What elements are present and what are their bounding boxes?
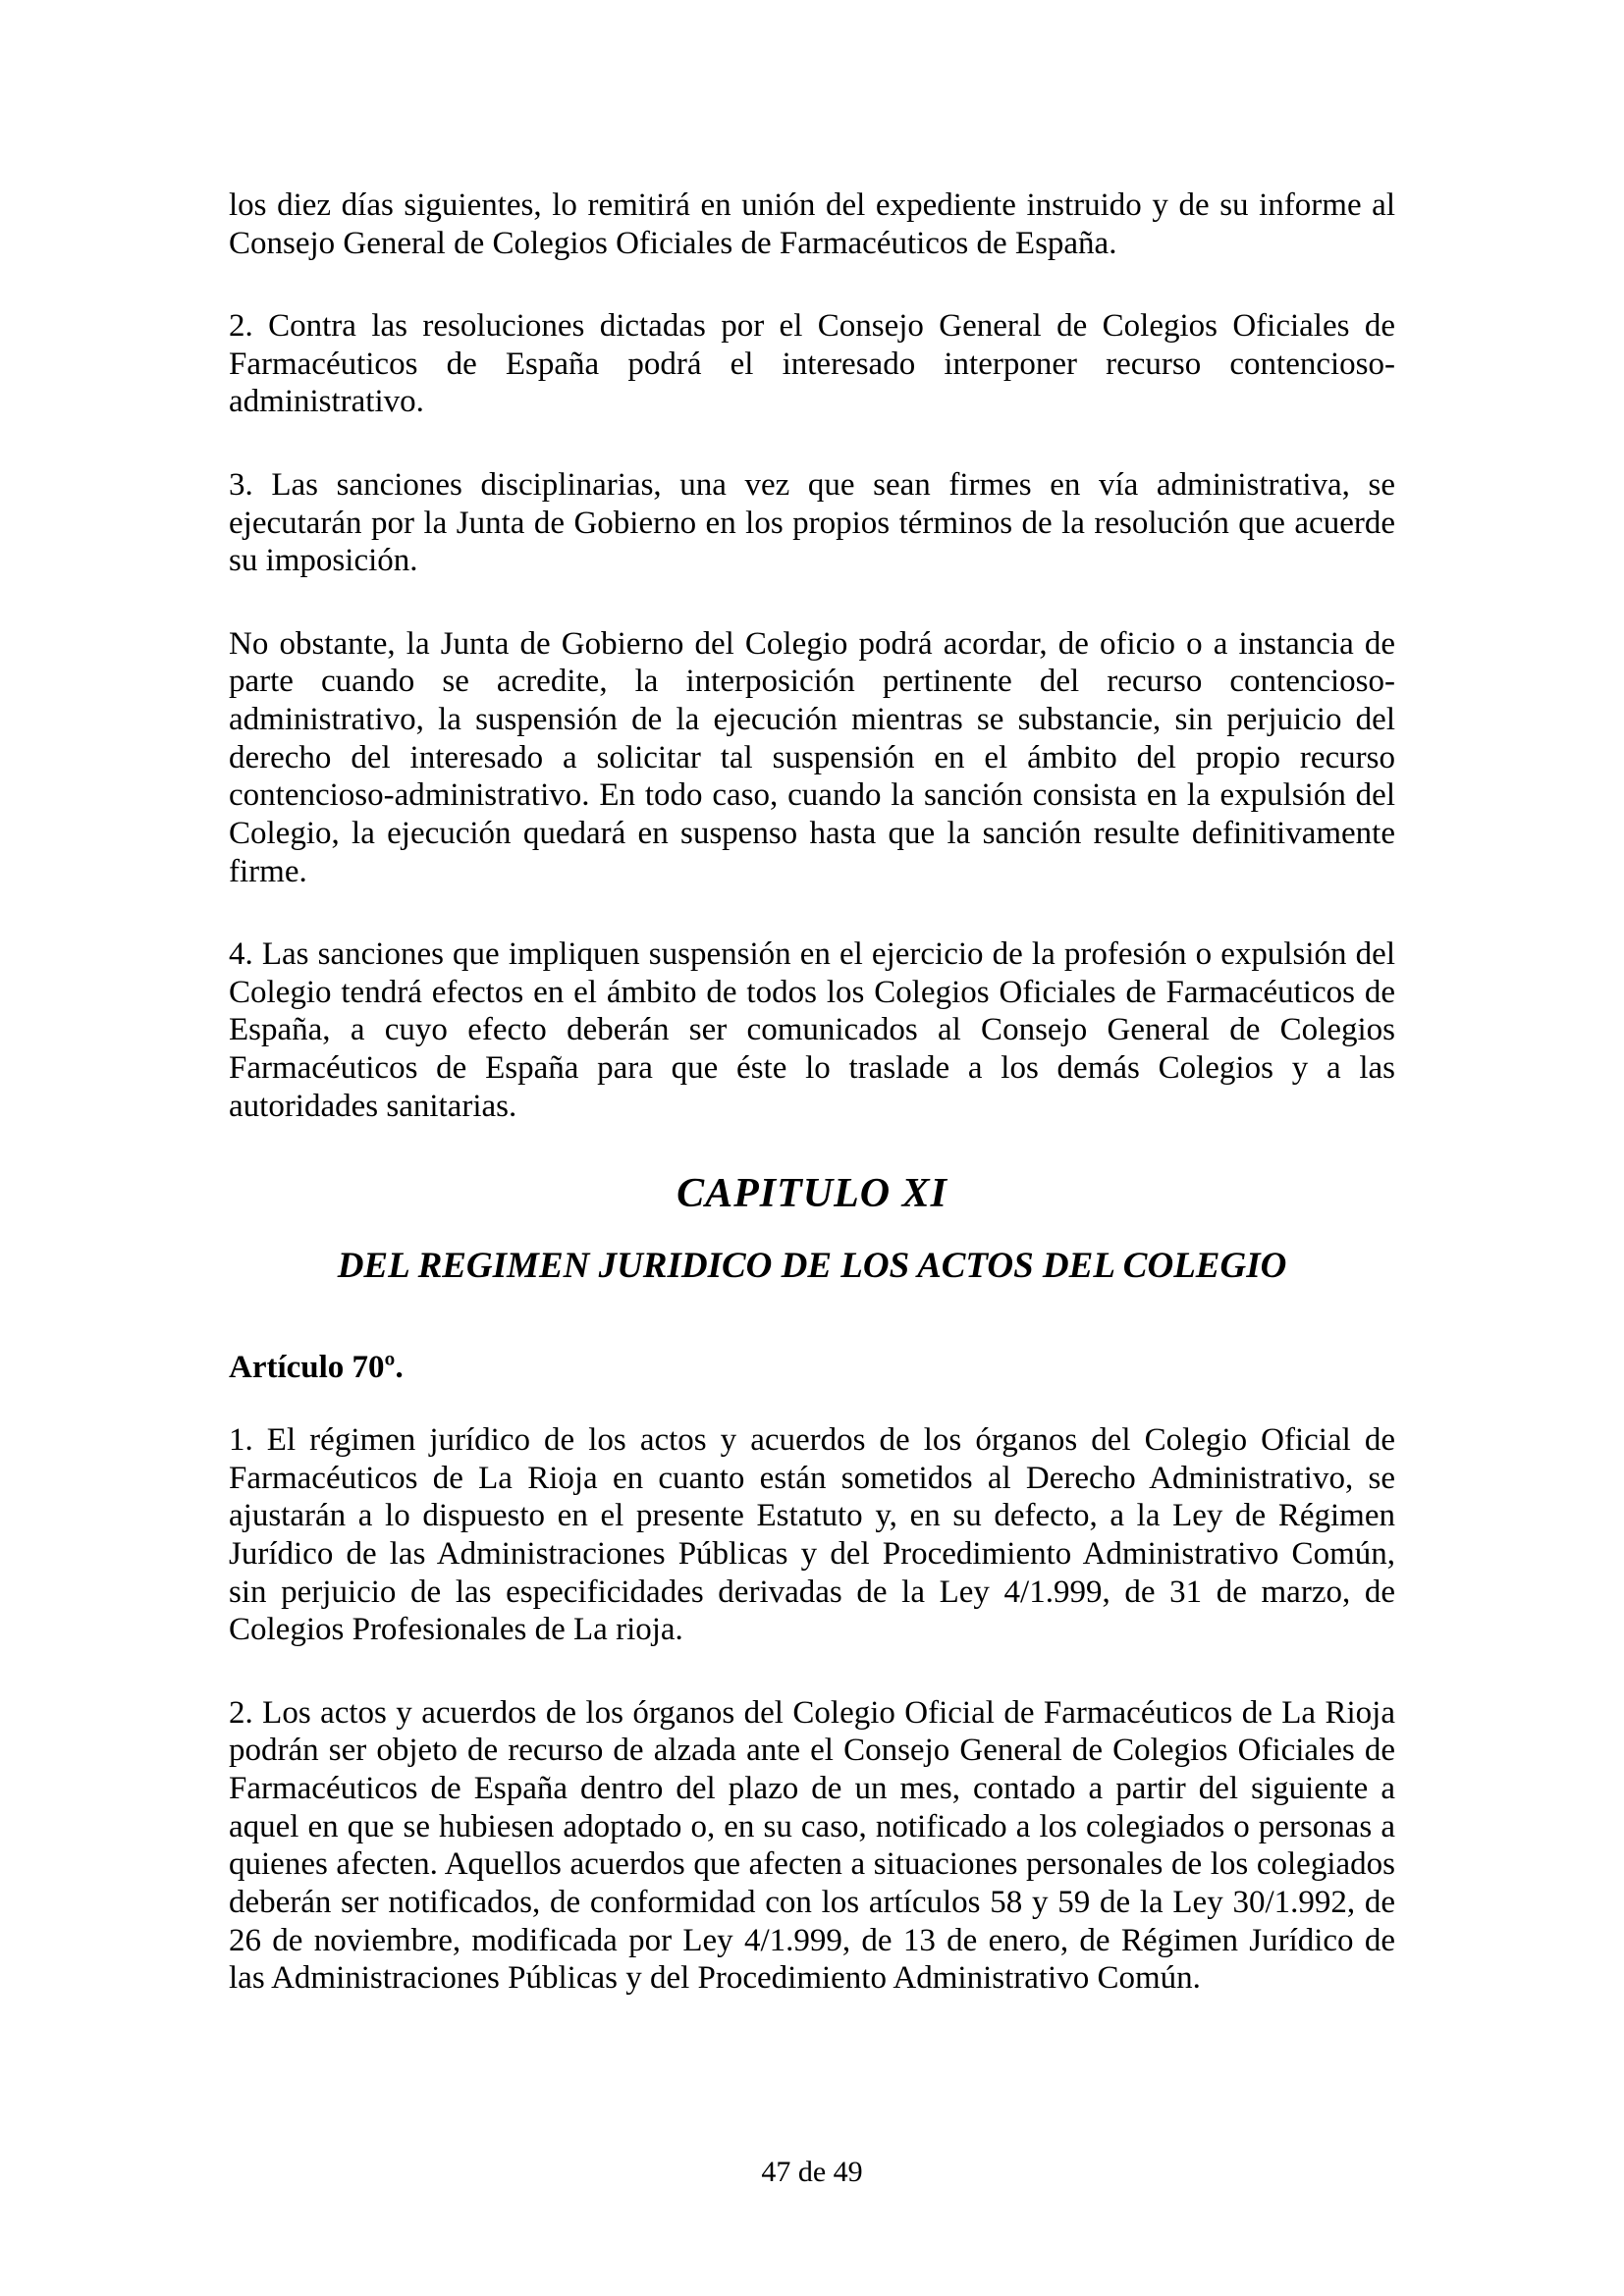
- paragraph: No obstante, la Junta de Gobierno del Colegio podrá acordar, de oficio o a instancia de parte cuando se acredite, la interposición pertinente del recurso contencioso-administrativo, la suspensión de la ejecución mientras se substancie, sin perjuicio del derecho del interesado a solicitar tal suspensión en el ámbito del propio recurso contencioso-administrativo. En todo caso, cuando la sanción consista en la expulsión del Colegio, la ejecución quedará en suspenso hasta que la sanción resulte definitivamente firme.: [229, 625, 1395, 889]
- text-block: [229, 187, 1395, 2043]
- paragraph: los diez días siguientes, lo remitirá en unión del expediente instruido y de su informe al Consejo General de Colegios Oficiales de Farmacéuticos de España.: [229, 187, 1395, 261]
- page-number: 47 de 49: [761, 2156, 863, 2188]
- chapter-subtitle: DEL REGIMEN JURIDICO DE LOS ACTOS DEL COLEGIO: [337, 1246, 1287, 1287]
- paragraph: 2. Los actos y acuerdos de los órganos del Colegio Oficial de Farmacéuticos de La Rioja podrán ser objeto de recurso de alzada ante el Consejo General de Colegios Oficiales de Farmacéuticos de España dentro del plazo de un mes, contado a partir del siguiente a aquel en que se hubiesen adoptado o, en su caso, notificado a los colegiados o personas a quienes afecten. Aquellos acuerdos que afecten a situaciones personales de los colegiados deberán ser notificados, de conformidad con los artículos 58 y 59 de la Ley 30/1.992, de 26 de noviembre, modificada por Ley 4/1.999, de 13 de enero, de Régimen Jurídico de las Administraciones Públicas y del Procedimiento Administrativo Común.: [229, 1694, 1395, 1997]
- paragraph: 1. El régimen jurídico de los actos y acuerdos de los órganos del Colegio Oficial de Farmacéuticos de La Rioja en cuanto están sometidos al Derecho Administrativo, se ajustarán a lo dispuesto en el presente Estatuto y, en su defecto, a la Ley de Régimen Jurídico de las Administraciones Públicas y del Procedimiento Administrativo Común, sin perjuicio de las especificidades derivadas de la Ley 4/1.999, de 31 de marzo, de Colegios Profesionales de La rioja.: [229, 1422, 1395, 1648]
- paragraph: 3. Las sanciones disciplinarias, una vez que sean firmes en vía administrativa, se ejecutarán por la Junta de Gobierno en los propios términos de la resolución que acuerde su imposición.: [229, 467, 1395, 579]
- paragraph: 4. Las sanciones que impliquen suspensión en el ejercicio de la profesión o expulsión del Colegio tendrá efectos en el ámbito de todos los Colegios Oficiales de Farmacéuticos de España, a cuyo efecto deberán ser comunicados al Consejo General de Colegios Farmacéuticos de España para que éste lo traslade a los demás Colegios y a las autoridades sanitarias.: [229, 936, 1395, 1124]
- paragraph: 2. Contra las resoluciones dictadas por el Consejo General de Colegios Oficiales de Farmacéuticos de España podrá el interesado interponer recurso contencioso-administrativo.: [229, 308, 1395, 420]
- article-heading: Artículo 70º.: [229, 1350, 404, 1386]
- chapter-title: CAPITULO XI: [677, 1171, 947, 1217]
